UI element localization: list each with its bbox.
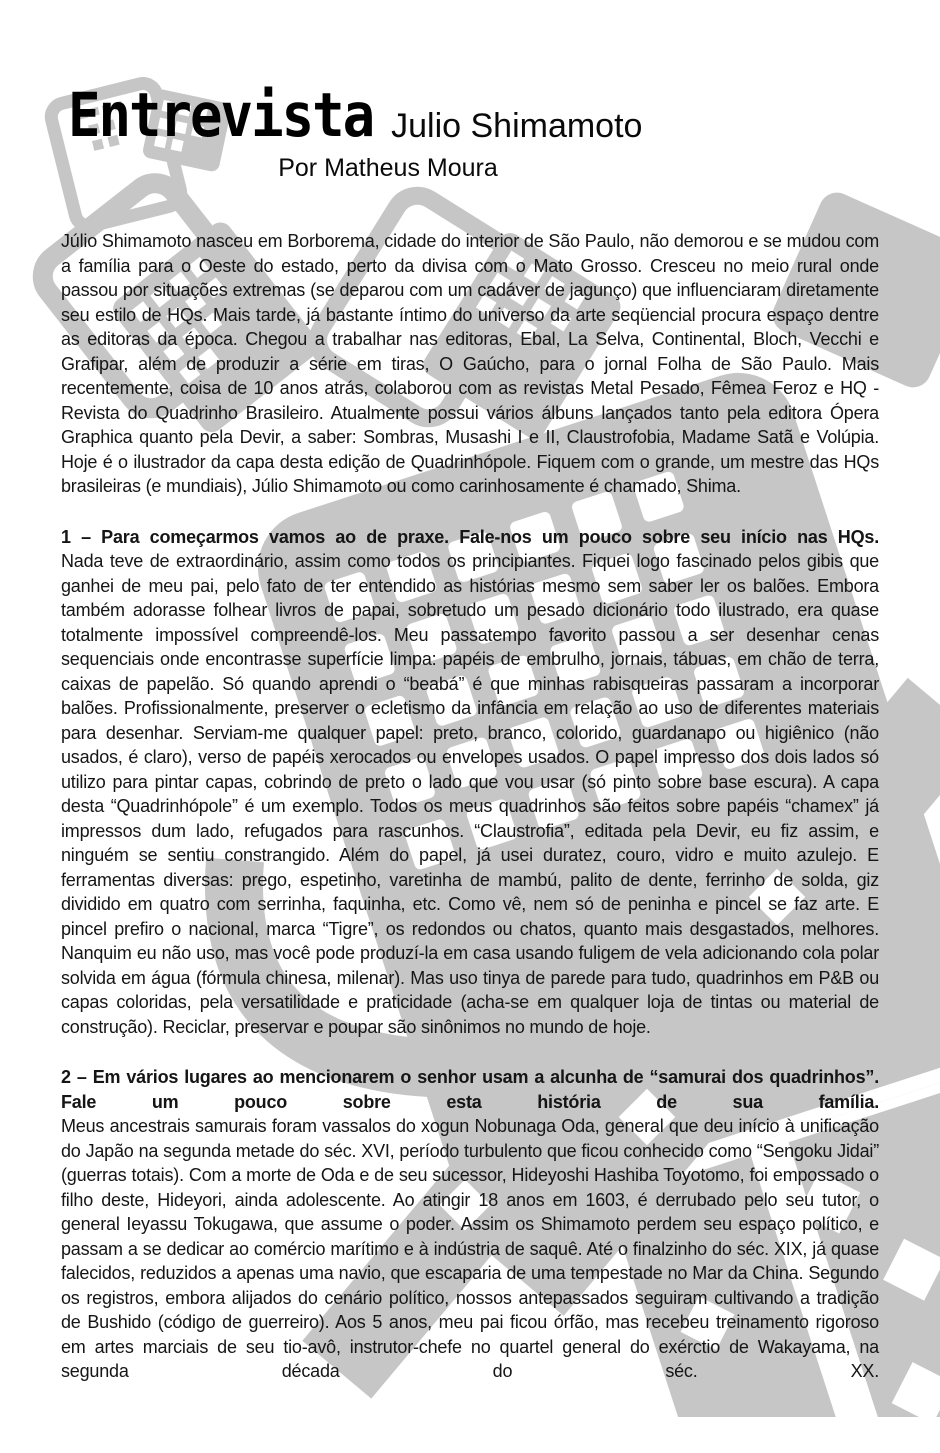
question-2: 2 – Em vários lugares ao mencionarem o senhor usam a alcunha de “samurai dos quadrinhos”. Fale um pouco sobre esta história de sua família. [61, 1067, 879, 1112]
intro-paragraph: Júlio Shimamoto nasceu em Borborema, cidade do interior de São Paulo, não demorou e se mudou com a família para o Oeste do estado, perto da divisa com o Mato Grosso. Cresceu no meio rural onde passou por situações extremas (se deparou com um cadáver de jagunço) que influenciaram diretamente seu estilo de HQs. Mais tarde, já bastante íntimo do universo da arte seqüencial procura espaço dentre as editoras da época. Chegou a trabalhar nas editoras, Ebal, La Selva, Continental, Bloch, Vecchi e Grafipar, além de produzir a série em tiras, O Gaúcho, para o jornal Folha de São Paulo. Mais recentemente, coisa de 10 anos atrás, colaborou com as revistas Metal Pesado, Fêmea Feroz e HQ - Revista do Quadrinho Brasileiro. Atualmente possui vários álbuns lançados tanto pela editora Ópera Graphica quanto pela Devir, a saber: Sombras, Musashi I e II, Claustrofobia, Madame Satã e Volúpia. Hoje é o ilustrador da capa desta edição de Quadrinhópole. Fiquem com o grande, um mestre das HQs brasileiras (e mundiais), Júlio Shimamoto ou como carinhosamente é chamado, Shima. [61, 231, 879, 496]
question-1: 1 – Para começarmos vamos ao de praxe. Fale-nos um pouco sobre seu início nas HQs. [61, 526, 879, 547]
byline: Por Matheus Moura [278, 154, 498, 182]
article-body [61, 229, 879, 1384]
qa-section-2 [61, 1065, 879, 1384]
answer-2: Meus ancestrais samurais foram vassalos do xogun Nobunaga Oda, general que deu início à unificação do Japão na segunda metade do séc. XVI, período turbulento que ficou conhecido como “Sengoku Jidai” (guerras totais). Com a morte de Oda e de seu sucessor, Hideyoshi Hashiba Toyotomo, foi empossado o filho deste, Hideyori, ainda adolescente. Ao atingir 18 anos em 1603, é derrubado pelo seu tutor, o general Ieyassu Tokugawa, que assume o poder. Assim os Shimamoto perdem seu espaço político, e passam a se dedicar ao comércio marítimo e à indústria de saquê. Até o finalzinho do séc. XIX, já quase falecidos, reduzidos a apenas uma navio, que escaparia de uma tempestade no Mar da China. Segundo os registros, embora alijados do cenário político, nossos antepassados seguiram cultivando a tradição de Bushido (código de guerreiro). Aos 5 anos, meu pai ficou órfão, mas recebeu treinamento rigoroso em artes marciais de seu tio-avô, instrutor-chefe no quartel general do exérctio de Wakayama, na segunda década do séc. XX. [61, 1116, 879, 1381]
page-title: Julio Shimamoto [391, 107, 643, 145]
answer-1: Nada teve de extraordinário, assim como todos os principiantes. Fiquei logo fascinado pelos gibis que ganhei de meu pai, pelo fato de ter entendido as histórias mesmo sem saber ler os balões. Embora também adorasse folhear livros de papai, sobretudo um pesado dicionário todo ilustrado, era quase totalmente impossível compreendê-los. Meu passatempo favorito passou a ser desenhar cenas sequenciais onde encontrasse superfície limpa: papéis de embrulho, jornais, tábuas, em chão de terra, caixas de papelão. Só quando aprendi o “beabá” é que minhas rabisqueiras passaram a incorporar balões. Profissionalmente, preserver o ecletismo da infância em relação ao uso de diferentes materiais para desenhar. Serviam-me qualquer papel: preto, branco, colorido, guardanapo ou higiênico (não usados, é claro), verso de papéis xerocados ou envelopes usados. O papel impresso dos dois lados só utilizo para pintar capas, cobrindo de preto o lado que vou usar (só pinto sobre base escura). A capa desta “Quadrinhópole” é um exemplo. Todos os meus quadrinhos são feitos sobre papéis “chamex” já impressos dum lado, refugados para rascunhos. “Claustrofia”, editada pela Devir, eu fiz assim, e ninguém se sentiu constrangido. Além do papel, já usei duratez, couro, vidro e muito azulejo. E ferramentas diversas: prego, espetinho, varetinha de mambú, palito de dente, ferrinho de solda, giz dividido em quatro com serrinha, faquinha, etc. Como vê, nem só de peninha e pincel se faz arte. E pincel prefiro o nacional, marca “Tigre”, os redondos ou chatos, quanto mais desgastados, melhores. Nanquim eu não uso, mas você pode produzí-la em casa usando fuligem de vela adicionando cola polar solvida em água (fórmula chinesa, milenar). Mas uso tinya de parede para tudo, quadrinhos em P&B ou capas coloridas, pela versatilidade e praticidade (acha-se em qualquer loja de tintas ou material de construção). Reciclar, preservar e poupar são sinônimos no mundo de hoje. [61, 551, 879, 1037]
qa-section-1 [61, 525, 879, 1040]
section-logo: Entrevista [68, 79, 374, 151]
page-header [0, 0, 940, 183]
